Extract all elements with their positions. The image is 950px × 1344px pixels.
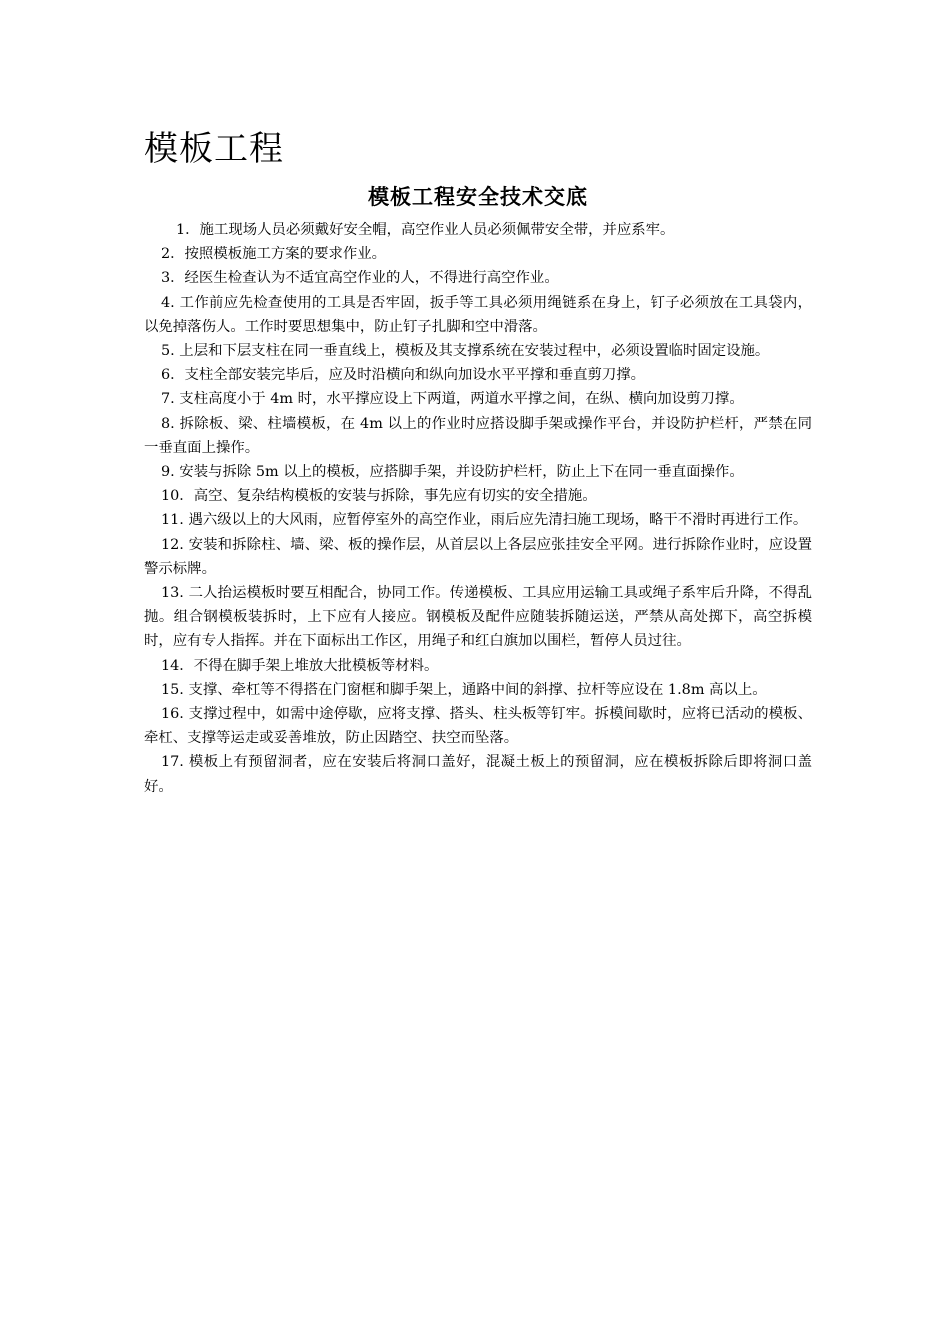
safety-item-12: 12. 安装和拆除柱、墙、梁、板的操作层，从首层以上各层应张挂安全平网。进行拆除作业时，应设置警示标牌。: [144, 536, 812, 577]
safety-items-list: [144, 218, 812, 799]
safety-item-3: 3．经医生检查认为不适宜高空作业的人，不得进行高空作业。: [161, 270, 559, 287]
safety-item-13: 13. 二人抬运模板时要互相配合，协同工作。传递模板、工具应用运输工具或绳子系牢后升降，不得乱抛。组合钢模板装拆时，上下应有人接应。钢模板及配件应随装拆随运送，严禁从高处掷下，高空拆模时，应有专人指挥。并在下面标出工作区，用绳子和红白旗加以围栏，暂停人员过往。: [144, 585, 812, 650]
safety-item-5: 5. 上层和下层支柱在同一垂直线上，模板及其支撑系统在安装过程中，必须设置临时固定设施。: [161, 343, 770, 360]
document-heading: 模板工程: [144, 129, 284, 169]
safety-item-6: 6．支柱全部安装完毕后，应及时沿横向和纵向加设水平平撑和垂直剪刀撑。: [161, 367, 646, 384]
safety-item-2: 2．按照模板施工方案的要求作业。: [161, 246, 387, 263]
safety-item-7: 7. 支柱高度小于 4m 时，水平撑应设上下两道，两道水平撑之间，在纵、横向加设剪刀撑。: [161, 391, 744, 408]
safety-item-1: 1．施工现场人员必须戴好安全帽，高空作业人员必须佩带安全带，并应系牢。: [176, 222, 675, 238]
safety-item-14: 14．不得在脚手架上堆放大批模板等材料。: [161, 657, 439, 674]
safety-item-4: 4. 工作前应先检查使用的工具是否牢固，扳手等工具必须用绳链系在身上，钉子必须放在工具袋内，以免掉落伤人。工作时要思想集中，防止钉子扎脚和空中滑落。: [144, 294, 812, 335]
safety-item-16: 16. 支撑过程中，如需中途停歇，应将支撑、搭头、柱头板等钉牢。拆模间歇时，应将已活动的模板、牵杠、支撑等运走或妥善堆放，防止因踏空、扶空而坠落。: [144, 706, 812, 747]
safety-item-8: 8. 拆除板、梁、柱墙模板，在 4m 以上的作业时应搭设脚手架或操作平台，并设防护栏杆，严禁在同一垂直面上操作。: [144, 415, 812, 456]
document-title: 模板工程安全技术交底: [368, 185, 588, 209]
safety-item-15: 15. 支撑、牵杠等不得搭在门窗框和脚手架上，通路中间的斜撑、拉杆等应设在 1.8m 高以上。: [161, 681, 767, 698]
safety-item-17: 17. 模板上有预留洞者，应在安装后将洞口盖好，混凝土板上的预留洞，应在模板拆除后即将洞口盖好。: [144, 754, 812, 795]
safety-item-11: 11. 遇六级以上的大风雨，应暂停室外的高空作业，雨后应先清扫施工现场，略干不滑时再进行工作。: [161, 512, 808, 529]
safety-item-9: 9. 安装与拆除 5m 以上的模板，应搭脚手架，并设防护栏杆，防止上下在同一垂直面操作。: [161, 464, 744, 481]
document-page: [144, 126, 812, 799]
safety-item-10: 10．高空、复杂结构模板的安装与拆除，事先应有切实的安全措施。: [161, 488, 597, 505]
